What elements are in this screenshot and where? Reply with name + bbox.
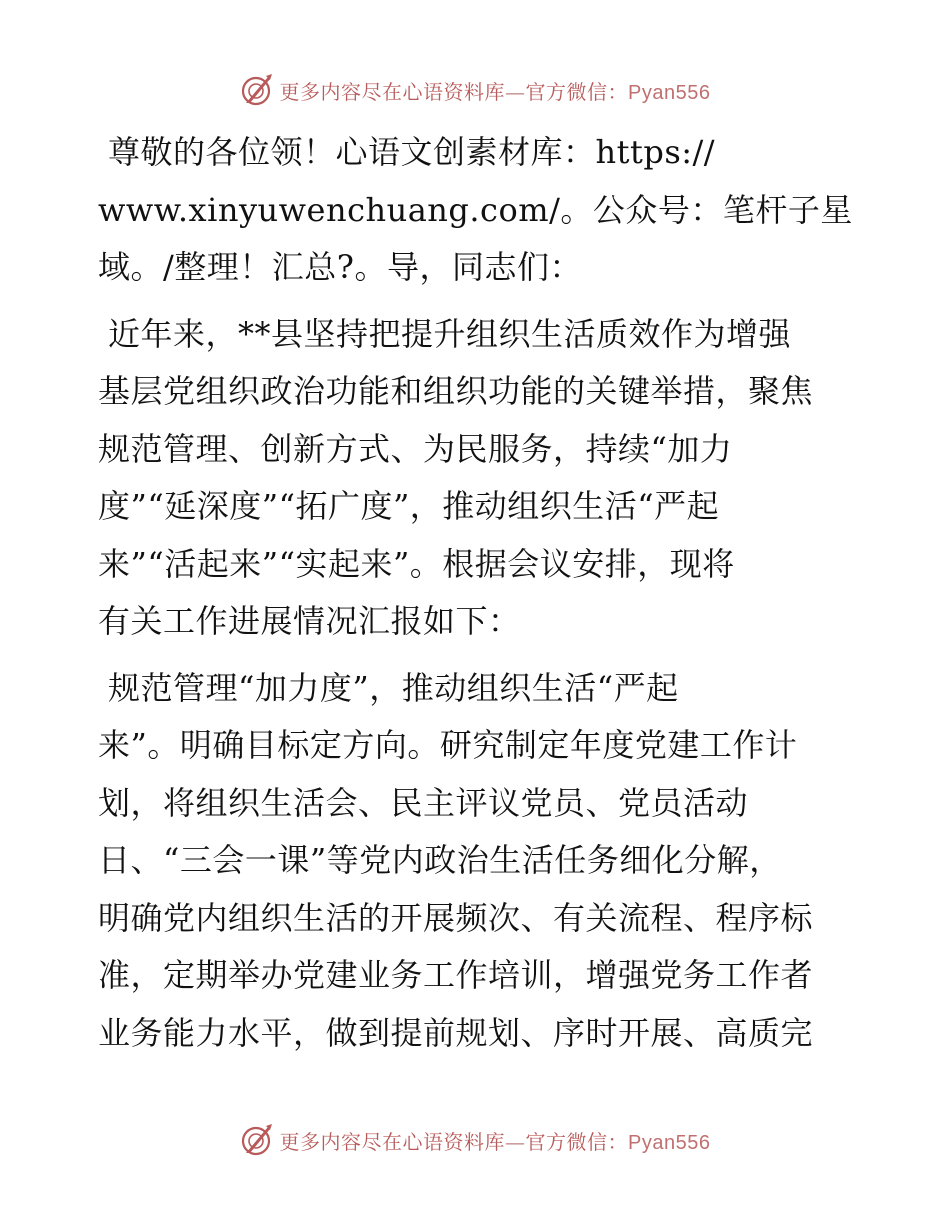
- text-line: 日、“三会一课”等党内政治生活任务细化分解，: [98, 841, 782, 879]
- banner-slogan: 更多内容尽在心语资料库: [279, 79, 506, 104]
- header-banner: [0, 70, 950, 110]
- text-line: 近年来，**县坚持把提升组织生活质效作为增强: [108, 314, 792, 353]
- header-banner-text: [280, 76, 711, 105]
- text-line: 度”“延深度”“拓广度”，推动组织生活“严起: [98, 487, 720, 525]
- banner-dash: —: [505, 79, 526, 104]
- banner-wechat-id: Pyan556: [628, 1131, 711, 1154]
- quill-logo-icon: [240, 73, 274, 107]
- text-line: 规范管理、创新方式、为民服务，持续“加力: [98, 429, 733, 468]
- text-line: 准，定期举办党建业务工作培训，增强党务工作者: [98, 956, 814, 994]
- text-line: 来”。明确目标定方向。研究制定年度党建工作计: [98, 726, 798, 764]
- footer-banner-text: [280, 1126, 711, 1155]
- text-line: www.xinyuwenchuang.com/。公众号：笔杆子星: [98, 190, 853, 229]
- paragraph-section-1: [98, 660, 858, 1063]
- banner-wechat-id: Pyan556: [628, 81, 711, 104]
- footer-banner: [0, 1120, 950, 1160]
- paragraph-intro: [98, 306, 858, 651]
- text-line: 业务能力水平，做到提前规划、序时开展、高质完: [98, 1013, 814, 1052]
- text-line: 域。/整理！汇总?。导，同志们：: [98, 248, 582, 286]
- text-line: 基层党组织政治功能和组织功能的关键举措，聚焦: [98, 372, 814, 410]
- text-line: 明确党内组织生活的开展频次、有关流程、程序标: [98, 898, 814, 937]
- banner-wechat-label: 官方微信：: [525, 1129, 629, 1154]
- text-line: 有关工作进展情况汇报如下：: [98, 602, 521, 640]
- banner-dash: —: [505, 1129, 526, 1154]
- text-line: 尊敬的各位领！心语文创素材库：https://: [108, 133, 716, 171]
- banner-slogan: 更多内容尽在心语资料库: [279, 1129, 506, 1154]
- text-line: 来”“活起来”“实起来”。根据会议安排，现将: [98, 544, 735, 583]
- text-line: 规范管理“加力度”，推动组织生活“严起: [108, 668, 679, 707]
- text-line: 划，将组织生活会、民主评议党员、党员活动: [98, 783, 749, 822]
- banner-wechat-label: 官方微信：: [525, 79, 629, 104]
- quill-logo-icon: [240, 1123, 274, 1157]
- document-body: [98, 124, 858, 1071]
- paragraph-greeting: [98, 124, 858, 297]
